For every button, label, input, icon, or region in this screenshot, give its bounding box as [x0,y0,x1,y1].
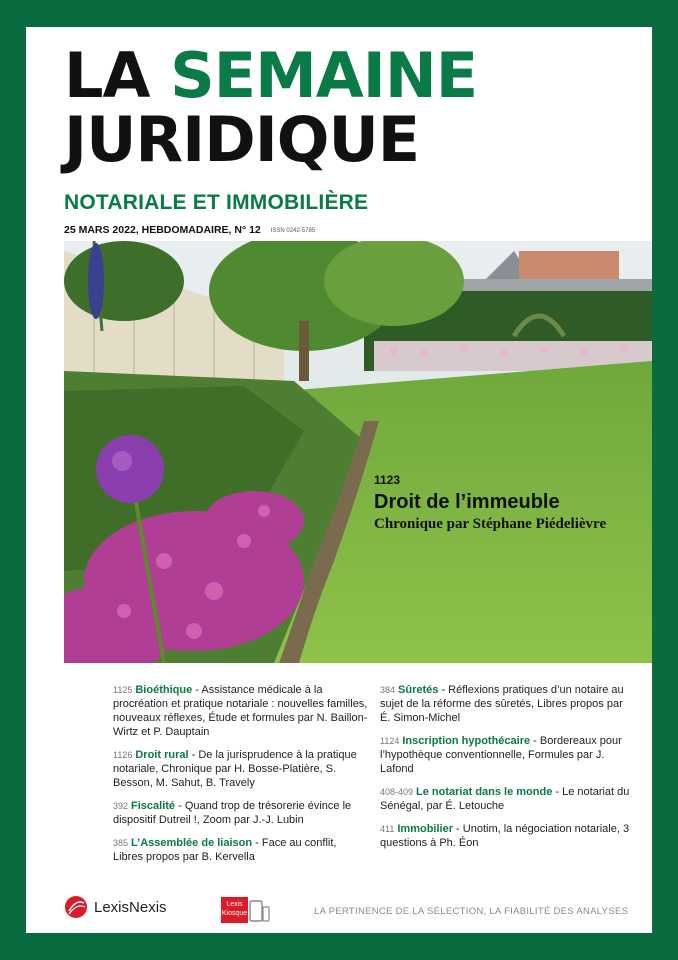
lexisnexis-logo [64,895,167,919]
entry-number: 392 [113,801,129,811]
contents-entry[interactable] [380,822,636,850]
garden-photo [64,241,652,663]
contents-entry[interactable] [113,836,369,864]
entry-topic: Immobilier [397,823,453,835]
contents-right-column [380,683,636,859]
contents-left-column [113,683,369,873]
entry-topic: Le notariat dans le monde [416,786,553,798]
entry-number: 1125 [113,685,133,695]
issn: ISSN 0242-5785 [270,228,316,234]
kiosque-line1: Lexis [226,901,243,908]
contents-entry[interactable] [380,683,636,725]
kiosque-line2: Kiosque [221,910,248,917]
kiosque-logo [221,897,248,923]
contents-entry[interactable] [113,683,369,739]
entry-topic: Inscription hypothécaire [402,735,531,747]
entry-topic: Sûretés [398,684,439,696]
lexisnexis-emblem-icon [64,895,88,919]
entry-text: - Bordereaux pour l’hypothèque conventionnelle, Formules par J. Lafond [380,735,622,775]
entry-number: 385 [113,838,129,848]
masthead-title-la: LA [64,39,171,112]
feature-headline: Droit de l’immeuble [374,491,560,513]
entry-number: 408-409 [380,787,414,797]
footer-tagline: LA PERTINENCE DE LA SÉLECTION, LA FIABILITÉ DES ANALYSES [314,906,629,917]
feature-byline: Chronique par Stéphane Piédelièvre [374,516,607,532]
entry-number: 384 [380,685,396,695]
contents-entry[interactable] [113,799,369,827]
masthead-title-line2: JURIDIQUE [64,103,420,176]
lexis-kiosque-badge[interactable] [221,897,270,923]
lexisnexis-wordmark: LexisNexis [94,898,167,916]
garden-illustration [64,241,652,663]
magazine-cover [26,27,652,933]
entry-text: - Face au conflit, Libres propos par B. Kervella [113,837,337,863]
entry-topic: Bioéthique [135,684,193,696]
entry-text: - De la jurisprudence à la pratique notariale, Chronique par H. Bosse-Platière, S. Besson, M. Sahut, B. Travely [113,749,357,789]
feature-number: 1123 [374,473,401,487]
contents-entry[interactable] [113,748,369,790]
entry-text: - Le notariat du Sénégal, par É. Letouche [380,786,630,812]
feature-article[interactable] [374,473,606,533]
entry-number: 1124 [380,736,400,746]
issue-dateline [64,224,315,236]
entry-text: - Réflexions pratiques d’un notaire au sujet de la réforme des sûretés, Libres propos par É. Simon-Michel [380,684,624,724]
masthead-subtitle: NOTARIALE ET IMMOBILIÈRE [64,191,369,214]
entry-topic: Fiscalité [131,800,176,812]
entry-text: - Assistance médicale à la procréation et pratique notariale : nouvelles familles, nouveaux réflexes, Étude et formules par N. Baillon-Wirtz et P. Dauptain [113,684,368,738]
entry-number: 1126 [113,750,133,760]
entry-text: - Quand trop de trésorerie évince le dispositif Dutreil !, Zoom par J.-J. Lubin [113,800,352,826]
masthead-title-semaine: SEMAINE [170,39,478,112]
entry-topic: Droit rural [135,749,189,761]
contents-entry[interactable] [380,734,636,776]
masthead-title-line1 [64,39,478,112]
entry-text: - Unotim, la négociation notariale, 3 questions à Ph. Éon [380,823,630,849]
contents-entry[interactable] [380,785,636,813]
entry-topic: L’Assemblée de liaison [131,837,253,849]
issue-date: 25 MARS 2022, HEBDOMADAIRE, N° 12 [64,224,261,236]
devices-icon [248,899,270,923]
entry-number: 411 [380,824,395,834]
